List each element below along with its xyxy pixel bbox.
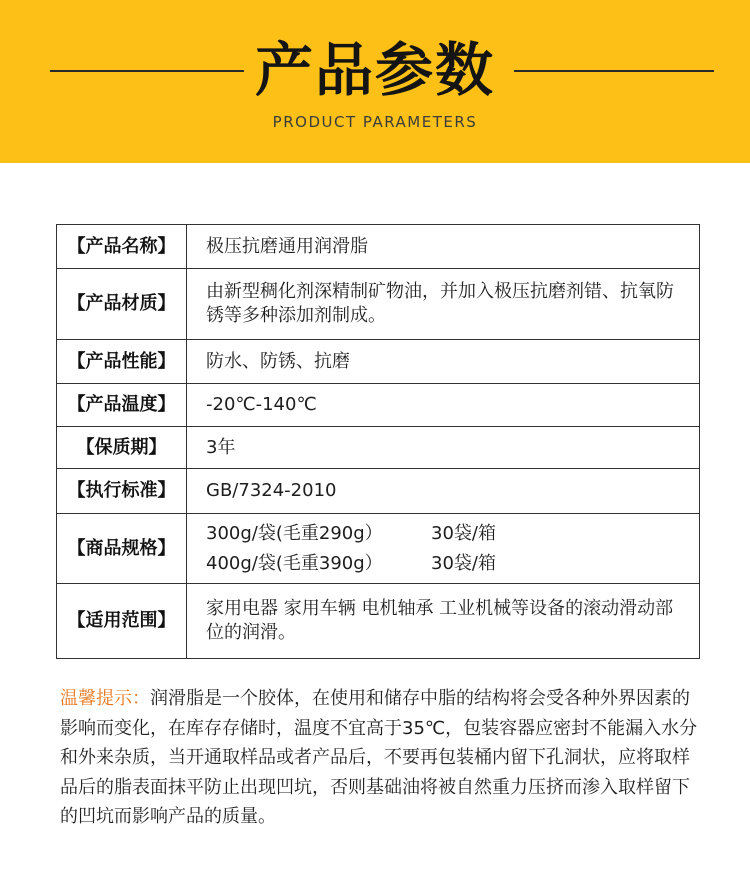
param-label: 【产品名称】 (57, 225, 187, 269)
spec-package: 300g/袋(毛重290g） (206, 522, 383, 544)
param-label: 【商品规格】 (57, 514, 187, 584)
warm-tip-label: 温馨提示： (60, 688, 150, 709)
param-value: 防水、防锈、抗磨 (187, 340, 700, 384)
param-value: 家用电器 家用车辆 电机轴承 工业机械等设备的滚动滑动部位的润滑。 (187, 584, 700, 659)
param-label: 【执行标准】 (57, 469, 187, 514)
warm-tip (60, 684, 700, 832)
param-value (187, 514, 700, 584)
param-row-material (57, 269, 700, 340)
header-banner (0, 0, 750, 163)
spec-box: 30袋/箱 (431, 522, 496, 544)
param-label: 【适用范围】 (57, 584, 187, 659)
spec-package: 400g/袋(毛重390g） (206, 552, 383, 574)
title-divider-right (514, 70, 714, 72)
param-row-application (57, 584, 700, 659)
spec-line (206, 549, 685, 579)
param-value: GB/7324-2010 (187, 469, 700, 514)
param-row-performance (57, 340, 700, 384)
param-value: 3年 (187, 427, 700, 469)
spec-box: 30袋/箱 (431, 552, 496, 574)
param-row-standard (57, 469, 700, 514)
param-row-shelf-life (57, 427, 700, 469)
parameters-table (56, 224, 700, 659)
param-value: 由新型稠化剂深精制矿物油，并加入极压抗磨剂错、抗氧防锈等多种添加剂制成。 (187, 269, 700, 340)
param-label: 【产品性能】 (57, 340, 187, 384)
spec-line (206, 519, 685, 549)
param-label: 【保质期】 (57, 427, 187, 469)
param-row-temperature (57, 384, 700, 427)
param-label: 【产品材质】 (57, 269, 187, 340)
param-row-name (57, 225, 700, 269)
page-title: 产品参数 (254, 36, 495, 104)
param-row-specification (57, 514, 700, 584)
warm-tip-text: 润滑脂是一个胶体，在使用和储存中脂的结构将会受各种外界因素的影响而变化，在库存存储时，温度不宜高于35℃，包装容器应密封不能漏入水分和外来杂质，当开通取样品或者产品后，不要再包装桶内留下孔洞状，应将取样品后的脂表面抹平防止出现凹坑，否则基础油将被自然重力压挤而渗入取样留下的凹坑而影响产品的质量。 (60, 688, 698, 827)
param-value: 极压抗磨通用润滑脂 (187, 225, 700, 269)
param-value: -20℃-140℃ (187, 384, 700, 427)
param-label: 【产品温度】 (57, 384, 187, 427)
page-subtitle: PRODUCT PARAMETERS (272, 113, 478, 131)
